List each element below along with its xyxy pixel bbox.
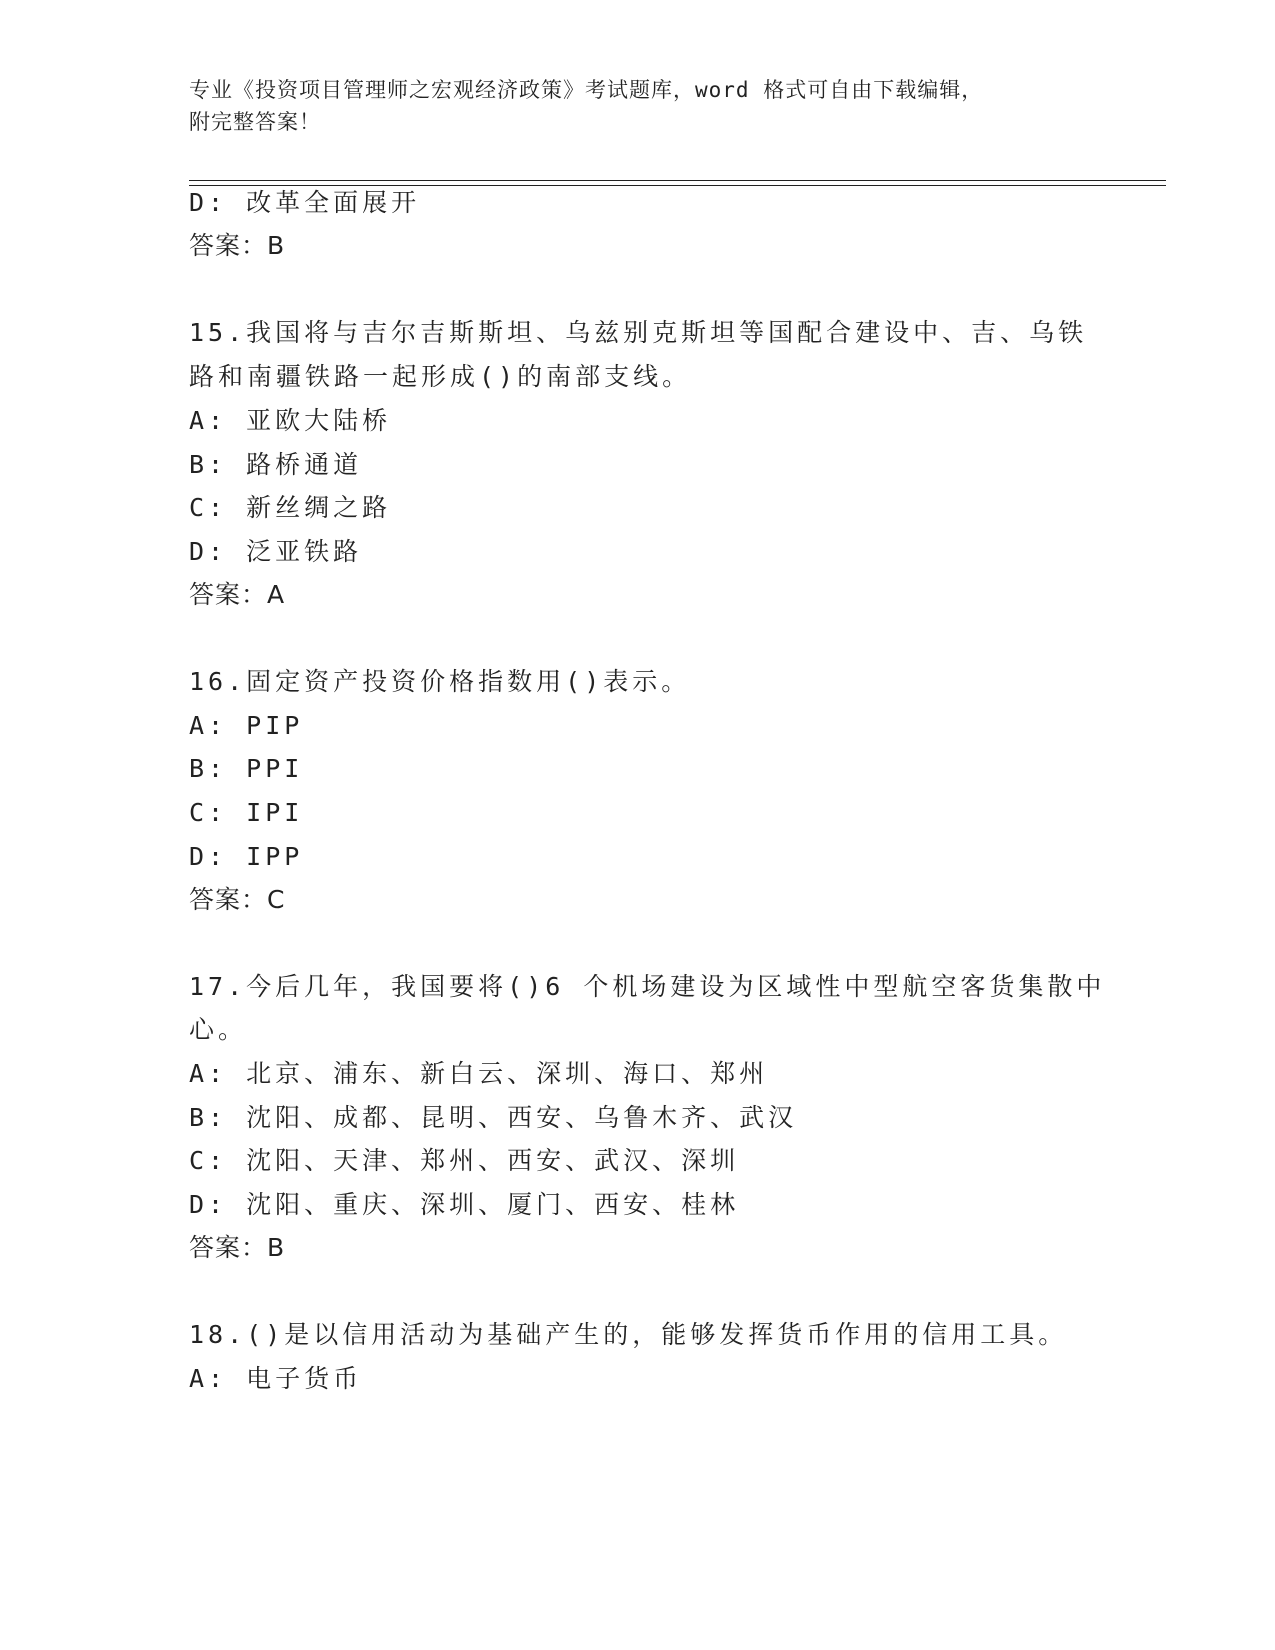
q15-option-c: C: 新丝绸之路 [189,493,392,522]
prev-answer: 答案：B [189,231,286,260]
q15-option-b: B: 路桥通道 [189,450,363,479]
q15-answer: 答案：A [189,580,286,609]
q16-option-d: D: IPP [189,842,304,871]
header-divider-top [189,180,1166,181]
q16-option-c: C: IPI [189,798,304,827]
q18-option-a: A: 电子货币 [189,1364,363,1393]
q15-option-d: D: 泛亚铁路 [189,537,363,566]
prev-option-d: D: 改革全面展开 [189,188,421,217]
q16-answer: 答案：C [189,885,286,914]
q17-option-b: B: 沈阳、成都、昆明、西安、乌鲁木齐、武汉 [189,1103,798,1132]
q17-option-a: A: 北京、浦东、新白云、深圳、海口、郑州 [189,1059,769,1088]
q17-answer: 答案：B [189,1233,286,1262]
q17-stem-line-1: 17.今后几年，我国要将()6 个机场建设为区域性中型航空客货集散中 [189,972,1106,1001]
q17-option-c: C: 沈阳、天津、郑州、西安、武汉、深圳 [189,1146,740,1175]
header-line-2: 附完整答案！ [189,110,321,134]
q15-stem-line-2: 路和南疆铁路一起形成()的南部支线。 [189,362,692,391]
q15-option-a: A: 亚欧大陆桥 [189,406,392,435]
q16-option-a: A: PIP [189,711,304,740]
q16-stem-line-1: 16.固定资产投资价格指数用()表示。 [189,667,691,696]
header-line-1: 专业《投资项目管理师之宏观经济政策》考试题库，word 格式可自由下载编辑， [189,78,984,102]
q17-stem-line-2: 心。 [189,1015,248,1044]
q17-option-d: D: 沈阳、重庆、深圳、厦门、西安、桂林 [189,1190,740,1219]
q15-stem-line-1: 15.我国将与吉尔吉斯斯坦、乌兹别克斯坦等国配合建设中、吉、乌铁 [189,318,1088,347]
q16-option-b: B: PPI [189,754,304,783]
document-header [189,74,1089,138]
q18-stem-line-1: 18.()是以信用活动为基础产生的，能够发挥货币作用的信用工具。 [189,1320,1068,1349]
